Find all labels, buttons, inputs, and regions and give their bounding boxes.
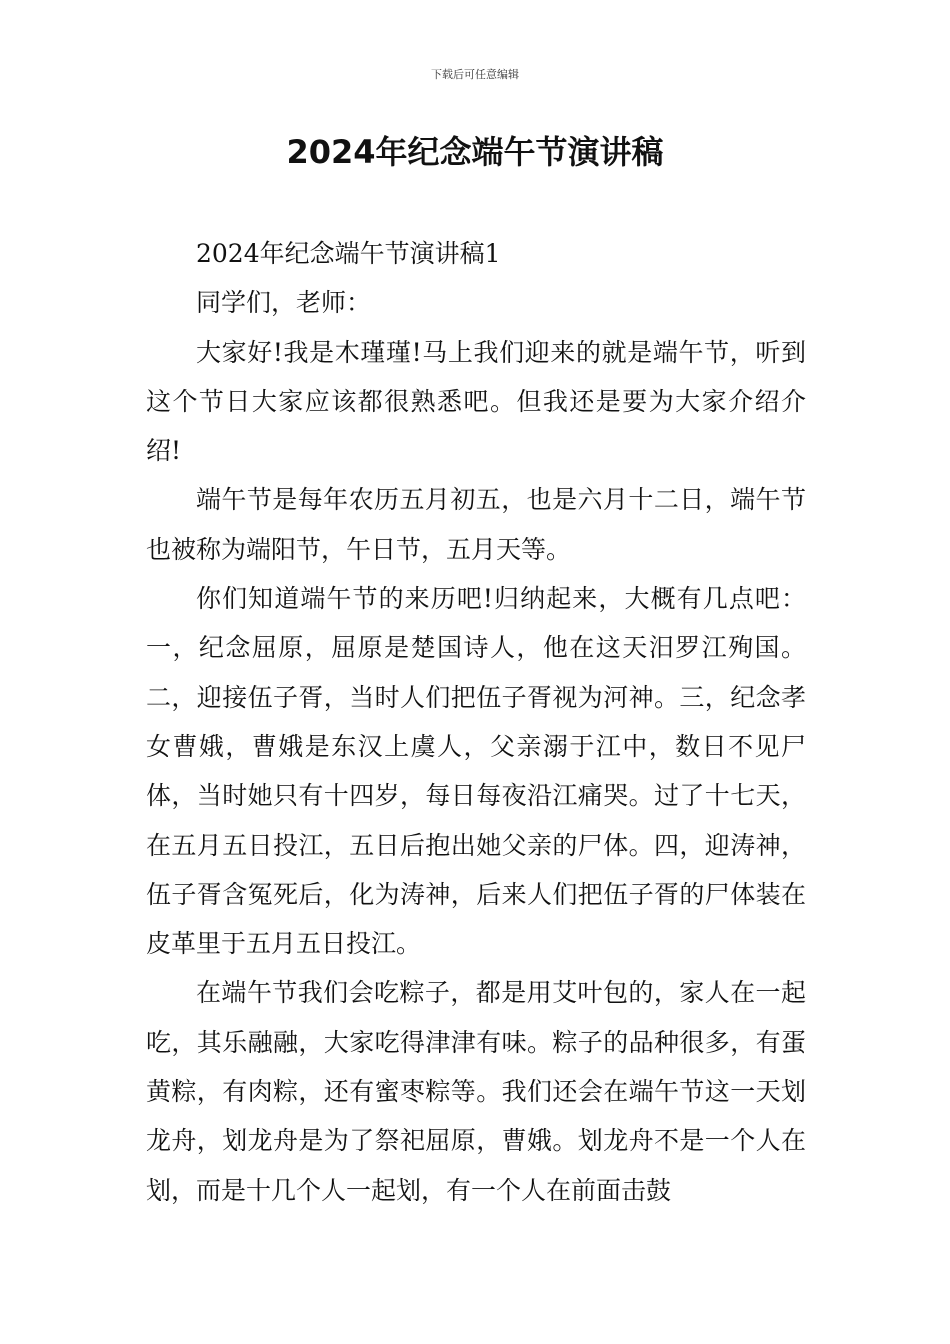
header-note: 下载后可任意编辑: [431, 68, 519, 81]
origin-paragraph: 你们知道端午节的来历吧!归纳起来，大概有几点吧：一，纪念屈原，屈原是楚国诗人，他在这天汨罗江殉国。二，迎接伍子胥，当时人们把伍子胥视为河神。三，纪念孝女曹娥，曹娥是东汉上虞人，父亲溺于江中，数日不见尸体，当时她只有十四岁，每日每夜沿江痛哭。过了十七天，在五月五日投江，五日后抱出她父亲的尸体。四，迎涛神，伍子胥含冤死后，化为涛神，后来人们把伍子胥的尸体装在皮革里于五月五日投江。: [146, 584, 806, 959]
document-body: [146, 229, 806, 1215]
greeting-paragraph: 同学们，老师：: [196, 288, 372, 318]
intro-paragraph: 大家好!我是木瑾瑾!马上我们迎来的就是端午节，听到这个节日大家应该都很熟悉吧。但我还是要为大家介绍介绍!: [146, 337, 806, 466]
subtitle-paragraph: 2024年纪念端午节演讲稿1: [196, 239, 501, 268]
document-title: 2024年纪念端午节演讲稿: [286, 133, 664, 171]
date-paragraph: 端午节是每年农历五月初五，也是六月十二日，端午节也被称为端阳节，午日节，五月天等。: [146, 485, 806, 564]
customs-paragraph: 在端午节我们会吃粽子，都是用艾叶包的，家人在一起吃，其乐融融，大家吃得津津有味。粽子的品种很多，有蛋黄粽，有肉粽，还有蜜枣粽等。我们还会在端午节这一天划龙舟，划龙舟是为了祭祀屈原，曹娥。划龙舟不是一个人在划，而是十几个人一起划，有一个人在前面击鼓: [146, 978, 806, 1205]
